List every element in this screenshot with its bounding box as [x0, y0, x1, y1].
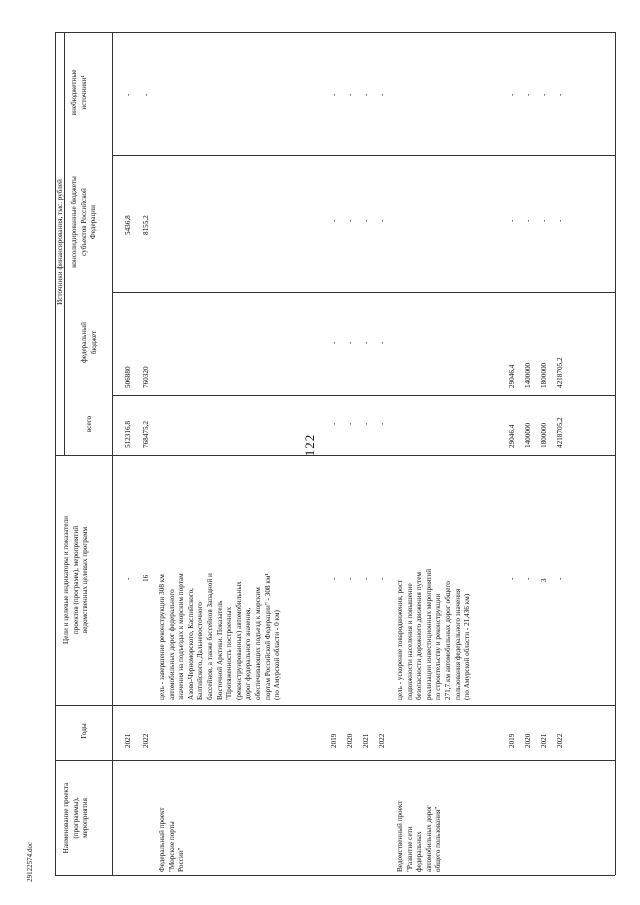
top-row-2022-federal: 760320 — [142, 366, 150, 388]
header-federal: федеральный бюджет — [80, 322, 98, 363]
project1-2021-goal: - — [362, 577, 370, 580]
header-extra: внебюджетные источники¹ — [70, 69, 88, 116]
project1-2021-federal: - — [362, 341, 370, 344]
header-goals: Цели и целевые индикаторы и показатели проектов (программ), мероприятий ведомственных целевых программ — [62, 516, 90, 644]
project1-2019-regional: - — [330, 219, 338, 222]
project2-2020-goal: - — [524, 577, 532, 580]
project1-2020-total: - — [346, 422, 354, 425]
project1-2021-year: 2021 — [362, 733, 370, 748]
top-row-2021-year: 2021 — [124, 733, 132, 748]
project2-2022-goal: - — [556, 577, 564, 580]
column-divider-total — [112, 395, 615, 396]
project2-2019-goal: - — [508, 577, 516, 580]
project2-2020-total: 1400000 — [524, 422, 532, 448]
project2-2022-total: 4218705,2 — [556, 417, 564, 448]
project2-2021-goal: 3 — [540, 578, 548, 582]
project1-2020-extra: - — [346, 93, 354, 96]
table-border-top — [55, 32, 615, 33]
project1-2019-total: - — [330, 422, 338, 425]
project1-2020-regional: - — [346, 219, 354, 222]
project1-2019-goal: - — [330, 577, 338, 580]
project1-2022-total: - — [378, 422, 386, 425]
top-row-2022-goal: 16 — [142, 574, 150, 582]
column-divider-name — [55, 760, 615, 761]
project2-2022-federal: 4218705,2 — [556, 357, 564, 388]
column-divider-federal — [112, 292, 615, 293]
project2-2022-extra: - — [556, 93, 564, 96]
project2-2022-year: 2022 — [556, 733, 564, 748]
project2-2021-year: 2021 — [540, 733, 548, 748]
header-funding-sources: Источники финансирования, тыс. рублей — [56, 179, 64, 305]
project2-2019-extra: - — [508, 93, 516, 96]
project1-2019-year: 2019 — [330, 733, 338, 748]
top-row-2022-extra: - — [142, 93, 150, 96]
project1-2020-goal: - — [346, 577, 354, 580]
project1-2022-goal: - — [378, 577, 386, 580]
project1-2020-year: 2020 — [346, 733, 354, 748]
project2-2019-federal: 29046,4 — [508, 364, 516, 388]
column-divider-goals — [55, 455, 615, 456]
project1-goal: цель - завершение реконструкции 308 км автомобильных дорог федерального значения на подъездах к морским портам Азово-Черноморского, Каспийского, Балтийского, Дальневосточного бассейнов, а также бассейнов Западной и Восточной Арктики. Показатель "Протяженность построенных (реконструированных) автомобильных дорог федерального значения, обеспечивающих подъезд к морским портам Российской Федерации" - 308 км¹ (по Амурской области - 0 км) — [158, 573, 282, 700]
table-border-bottom — [55, 875, 615, 876]
page-number: 122 — [302, 433, 317, 457]
document-id: 29122574.doc — [26, 842, 34, 882]
top-row-2021-total: 512316,8 — [124, 421, 132, 448]
project2-2021-federal: 1800000 — [540, 362, 548, 388]
project1-2022-federal: - — [378, 341, 386, 344]
project1-2022-extra: - — [378, 93, 386, 96]
project1-2021-regional: - — [362, 219, 370, 222]
project2-2021-regional: - — [540, 219, 548, 222]
project2-2022-regional: - — [556, 219, 564, 222]
project2-2019-year: 2019 — [508, 733, 516, 748]
project1-2021-extra: - — [362, 93, 370, 96]
project2-2020-federal: 1400000 — [524, 362, 532, 388]
project1-2019-federal: - — [330, 341, 338, 344]
top-row-2021-extra: - — [124, 93, 132, 96]
column-divider-regional — [112, 155, 615, 156]
top-row-2022-regional: 8155,2 — [142, 215, 150, 235]
column-divider-years — [55, 705, 615, 706]
top-row-2021-federal: 506880 — [124, 366, 132, 388]
top-row-2022-total: 768475,2 — [142, 421, 150, 448]
project2-name: Ведомственный проект "Развитие сети федеральных автомобильных дорог общего пользования" — [396, 800, 443, 872]
project2-2020-regional: - — [524, 219, 532, 222]
header-row-divider — [112, 32, 113, 875]
project1-2022-regional: - — [378, 219, 386, 222]
top-row-2021-goal: - — [124, 577, 132, 580]
header-years: Годы — [80, 723, 88, 739]
top-row-2022-year: 2022 — [142, 733, 150, 748]
project2-2021-extra: - — [540, 93, 548, 96]
project1-2020-federal: - — [346, 341, 354, 344]
project2-2020-year: 2020 — [524, 733, 532, 748]
header-total: всего — [85, 415, 93, 433]
project2-goal: цель - ускорение товародвижения, рост подвижности населения и повышение безопасности дорожного движения путем реализации инвестиционных мероприятий по строительству и реконструкции 271,7 км автомобильных дорог общего пользования федерального значения (по Амурской области - 21,436 км) — [396, 568, 472, 700]
project2-2019-total: 29046,4 — [508, 424, 516, 448]
project1-2019-extra: - — [330, 93, 338, 96]
project2-2021-total: 1800000 — [540, 422, 548, 448]
header-regional: консолидированные бюджеты субъектов Российской Федерации — [70, 176, 98, 268]
project2-2020-extra: - — [524, 93, 532, 96]
project2-2019-regional: - — [508, 219, 516, 222]
project1-name: Федеральный проект "Морские порты России" — [158, 807, 186, 872]
project1-2021-total: - — [362, 422, 370, 425]
project1-2022-year: 2022 — [378, 733, 386, 748]
table-border-right — [615, 32, 616, 875]
top-row-2021-regional: 5436,8 — [124, 215, 132, 235]
header-name: Наименование проекта (программы), мероприятия — [62, 782, 90, 854]
